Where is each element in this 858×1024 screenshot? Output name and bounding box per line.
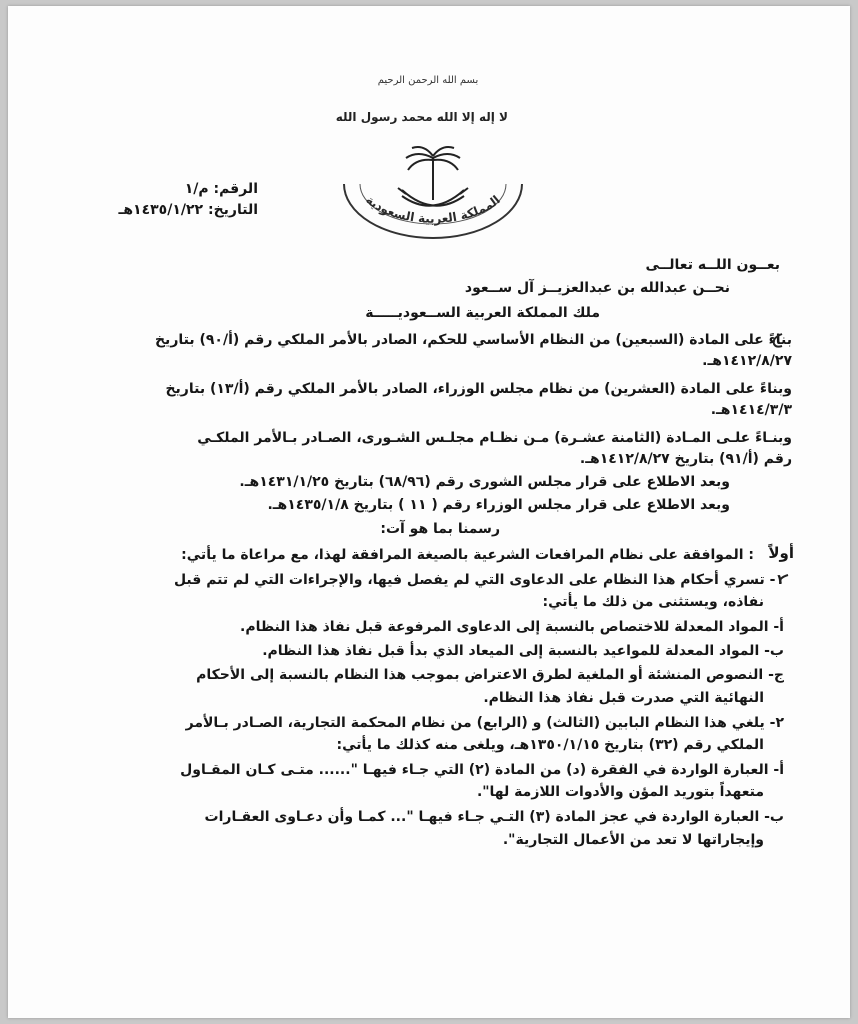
item-2: ٢- يلغي هذا النظام البابين (الثالث) و (الرابع) من نظام المحكمة التجارية، الصـادر بـالأمر [185,715,784,731]
document-page [8,6,850,1018]
reference-date: التاريخ: ١٤٣٥/١/٢٢هـ [118,202,258,218]
reference-number: الرقم: م/١ [184,181,258,197]
item-1b: ب- المواد المعدلة للمواعيد بالنسبة إلى الميعاد الذي بدأ قبل نفاذ هذا النظام. [262,643,784,659]
palm-tree-icon [406,147,460,200]
seal-text: المملكة العربية السعودية [363,192,503,226]
item-2-cont: الملكي رقم (٣٢) بتاريخ ١٣٥٠/١/١٥هـ، ويلغى منه كذلك ما يأتي: [336,737,764,753]
item-1c-cont: النهائية التي صدرت قبل نفاذ هذا النظام. [483,690,764,706]
item-2b: ب- العبارة الواردة في عجز المادة (٣) التـي جـاء فيهـا "... كمـا وأن دعـاوى العقـارات [204,809,784,825]
recital-2-cont: ١٤١٤/٣/٣هـ. [710,402,792,418]
recital-3: وبنـاءً علـى المـادة (الثامنة عشـرة) مـن نظـام مجلـس الشـورى، الصـادر بـالأمر الملكـي [197,430,792,446]
item-1c: ج- النصوص المنشئة أو الملغية لطرق الاعتراض بموجب هذا النظام بالنسبة إلى الأحكام [196,667,784,683]
item-1a: أ- المواد المعدلة للاختصاص بالنسبة إلى الدعاوى المرفوعة قبل نفاذ هذا النظام. [240,619,784,635]
item-1: ١- تسري أحكام هذا النظام على الدعاوى التي لم يفصل فيها، والإجراءات التي لم تتم قبل [173,572,784,588]
preamble-line-2: نحــن عبدالله بن عبدالعزيــز آل ســعود [464,280,730,296]
margin-mark-icon [768,332,786,350]
item-2a-cont: متعهداً بتوريد المؤن والأدوات اللازمة لها". [476,784,764,800]
recital-5: وبعد الاطلاع على قرار مجلس الوزراء رقم ( ١١ ) بتاريخ ١٤٣٥/١/٨هـ. [267,497,730,513]
recital-1-cont: ١٤١٢/٨/٢٧هـ. [702,353,792,369]
preamble-line-3: ملك المملكة العربية الســعوديـــــة [365,305,600,321]
item-2a: أ- العبارة الواردة في الفقرة (د) من المادة (٢) التي جـاء فيهـا "...... متـى كـان المقـاول [180,762,784,778]
saudi-emblem-seal [338,144,528,240]
preamble-line-1: بعــون اللــه تعالــى [645,257,780,273]
decree-intro: رسمنا بما هو آت: [380,521,500,537]
recital-2: وبناءً على المادة (العشرين) من نظام مجلس الوزراء، الصادر بالأمر الملكي رقم (أ/١٣) بتاريخ [165,381,792,397]
article-first-label: أولاً [768,544,794,562]
item-2b-cont: وإيجاراتها لا تعد من الأعمال التجارية". [502,832,764,848]
recital-3-cont: رقم (أ/٩١) بتاريخ ١٤١٢/٨/٢٧هـ. [579,451,792,467]
item-1-cont: نفاذه، ويستثنى من ذلك ما يأتي: [542,594,764,610]
margin-mark-icon [776,572,790,586]
shahada-calligraphy: لا إله إلا الله محمد رسول الله [335,110,508,124]
recital-4: وبعد الاطلاع على قرار مجلس الشورى رقم (٦٨/٩٦) بتاريخ ١٤٣١/١/٢٥هـ. [239,474,730,490]
article-first: : الموافقة على نظام المرافعات الشرعية بالصيغة المرافقة لهذا، مع مراعاة ما يأتي: [181,547,754,563]
basmala: بسم الله الرحمن الرحيم [377,75,479,86]
recital-1: بناءً على المادة (السبعين) من النظام الأساسي للحكم، الصادر بالأمر الملكي رقم (أ/٩٠) بتاريخ [154,332,792,348]
